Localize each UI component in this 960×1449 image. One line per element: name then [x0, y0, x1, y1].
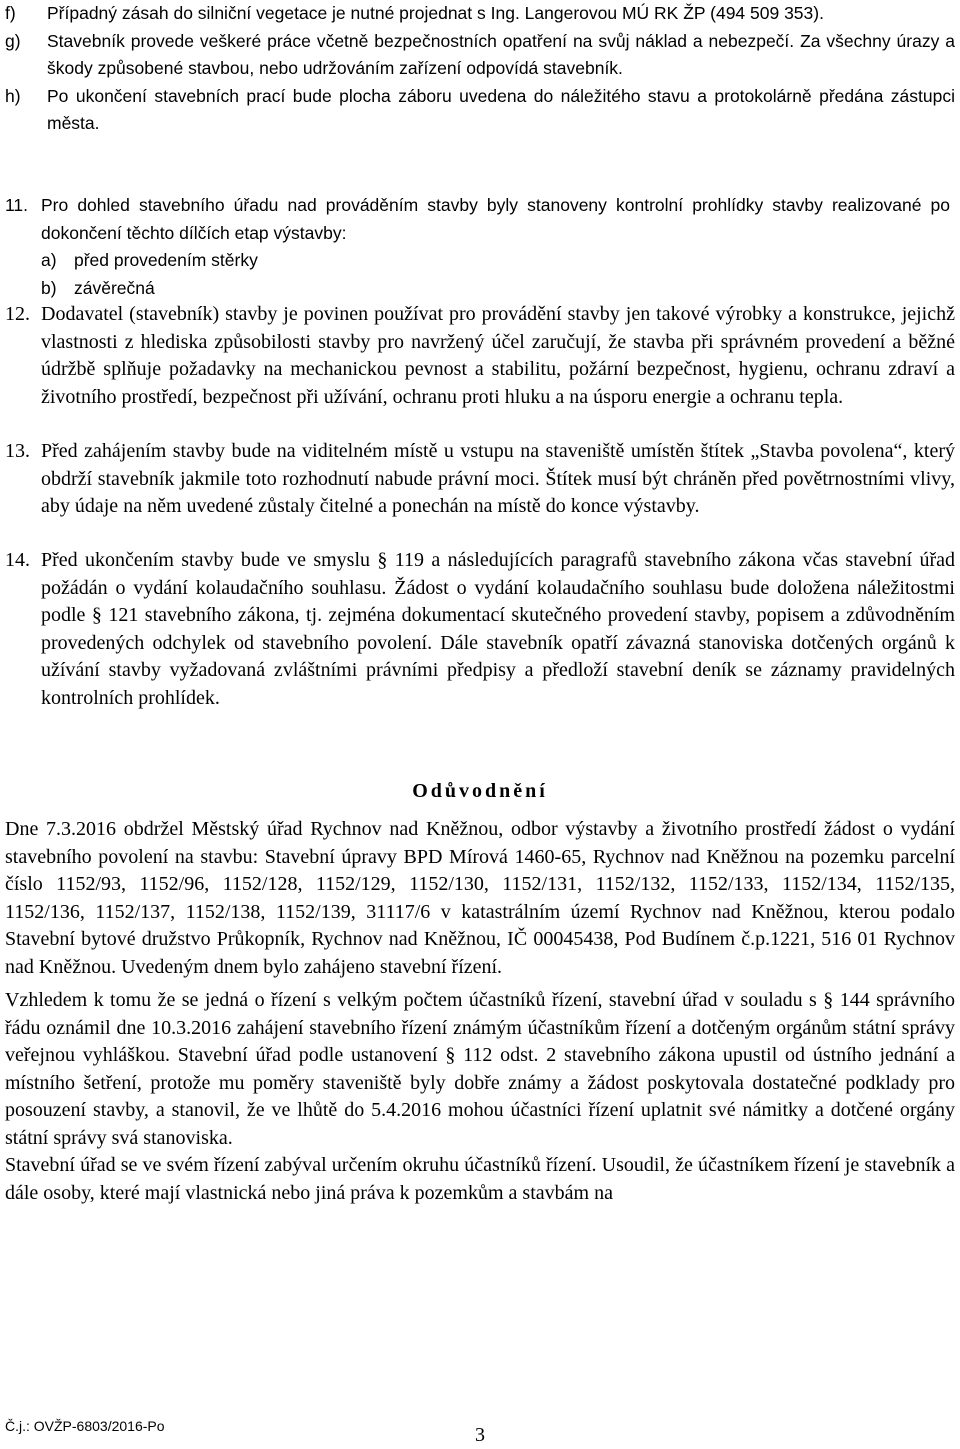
condition-g-text: Stavebník provede veškeré práce včetně bezpečnostních opatření na svůj náklad a nebezpečí. Za všechny úrazy a škody způsobené stavbou, nebo udržováním zařízení odpovídá stavebník. — [47, 30, 955, 78]
item-11-sub-a — [5, 247, 950, 275]
item-11-sub-a-label: a) — [41, 250, 57, 270]
condition-h-label: h) — [5, 85, 21, 106]
condition-h — [5, 83, 955, 138]
item-14-text: Před ukončením stavby bude ve smyslu § 119 a následujících paragrafů stavebního zákona včas stavební úřad požádán o vydání kolaudačního souhlasu. Žádost o vydání kolaudačního souhlasu bude doložena náležitostmi podle § 121 stavebního zákona, tj. zejména dokumentací skutečného provedení stavby, popisem a zdůvodněním provedených odchylek od stavebního povolení. Dále stavebník opatří závazná stanoviska dotčených orgánů k užívání stavby vyžadovaná zvláštními právními předpisy a předloží stavební deník se záznamy pravidelných kontrolních prohlídek. — [41, 549, 955, 709]
item-11 — [5, 192, 950, 302]
condition-g-label: g) — [5, 30, 21, 51]
item-11-text: Pro dohled stavebního úřadu nad prováděním stavby byly stanoveny kontrolní prohlídky stavby realizované po dokončení těchto dílčích etap výstavby: — [41, 195, 950, 243]
item-12-number: 12. — [5, 303, 30, 325]
reasoning-paragraph-2: Vzhledem k tomu že se jedná o řízení s velkým počtem účastníků řízení, stavební úřad v souladu s § 144 správního řádu oznámil dne 10.3.2016 zahájení stavebního řízení známým účastníkům řízení a dotčeným orgánům státní správy veřejnou vyhláškou. Stavební úřad podle ustanovení § 112 odst. 2 stavebního zákona upustil od ústního jednání a místního šetření, protože mu poměry staveniště byly dobře známy a žádost poskytovala dostatečné podklady pro posouzení stavby, a stanovil, že ve lhůtě do 5.4.2016 mohou účastníci řízení uplatnit své námitky a dotčené orgány státní správy svá stanoviska. — [5, 989, 955, 1149]
footer-reference: Č.j.: OVŽP-6803/2016-Po — [5, 1418, 165, 1434]
item-11-body — [5, 192, 950, 247]
item-11-sub-b — [5, 275, 950, 303]
item-13 — [5, 438, 955, 521]
condition-h-text: Po ukončení stavebních prací bude plocha záboru uvedena do náležitého stavu a protokolárně předána zástupci města. — [47, 85, 955, 133]
item-11-number: 11. — [5, 195, 29, 215]
conditions-list — [5, 0, 955, 138]
item-14-body — [5, 547, 955, 712]
condition-f — [5, 0, 955, 28]
reasoning-paragraph-3: Stavební úřad se ve svém řízení zabýval určením okruhu účastníků řízení. Usoudil, že účastníkem řízení je stavebník a dále osoby, které mají vlastnická nebo jiná práva k pozemkům a stavbám na — [5, 1154, 955, 1204]
condition-f-text: Případný zásah do silniční vegetace je nutné projednat s Ing. Langerovou MÚ RK ŽP (494 509 353). — [47, 3, 824, 23]
item-14 — [5, 547, 955, 712]
item-12-text: Dodavatel (stavebník) stavby je povinen používat pro provádění stavby jen takové výrobky a konstrukce, jejichž vlastnosti z hlediska způsobilosti stavby pro navržený účel zaručují, že stavba při správném provedení a běžné údržbě splňuje požadavky na mechanickou pevnost a stabilitu, požární bezpečnost, hygienu, ochranu zdraví a životního prostředí, bezpečnost při užívání, ochranu proti hluku a na úsporu energie a ochranu tepla. — [41, 303, 955, 408]
item-12-body — [5, 301, 955, 411]
reasoning — [5, 816, 955, 1207]
item-13-text: Před zahájením stavby bude na viditelném místě u vstupu na staveniště umístěn štítek „Stavba povolena“, který obdrží stavebník jakmile toto rozhodnutí nabude právní moci. Štítek musí být chráněn před povětrnostními vlivy, aby údaje na něm uvedené zůstaly čitelné a ponechán na místě do konce výstavby. — [41, 440, 955, 517]
page-number: 3 — [475, 1424, 485, 1446]
item-11-sub-b-text: závěrečná — [74, 277, 155, 298]
item-11-sub-b-label: b) — [41, 277, 57, 298]
item-14-number: 14. — [5, 549, 30, 571]
item-11-sub-a-text: před provedením stěrky — [74, 250, 258, 270]
item-13-number: 13. — [5, 440, 30, 462]
condition-g — [5, 28, 955, 83]
section-heading: Odůvodnění — [412, 780, 548, 802]
reasoning-paragraph-1: Dne 7.3.2016 obdržel Městský úřad Rychnov nad Kněžnou, odbor výstavby a životního prostředí žádost o vydání stavebního povolení na stavbu: Stavební úpravy BPD Mírová 1460-65, Rychnov nad Kněžnou na pozemku parcelní číslo 1152/93, 1152/96, 1152/128, 1152/129, 1152/130, 1152/131, 1152/132, 1152/133, 1152/134, 1152/135, 1152/136, 1152/137, 1152/138, 1152/139, 31117/6 v katastrálním území Rychnov nad Kněžnou, kterou podalo Stavební bytové družstvo Průkopník, Rychnov nad Kněžnou, IČ 00045438, Pod Budínem č.p.1221, 516 01 Rychnov nad Kněžnou. Uvedeným dnem bylo zahájeno stavební řízení. — [5, 818, 955, 978]
item-13-body — [5, 438, 955, 521]
item-12 — [5, 301, 955, 411]
condition-f-label: f) — [5, 3, 16, 23]
